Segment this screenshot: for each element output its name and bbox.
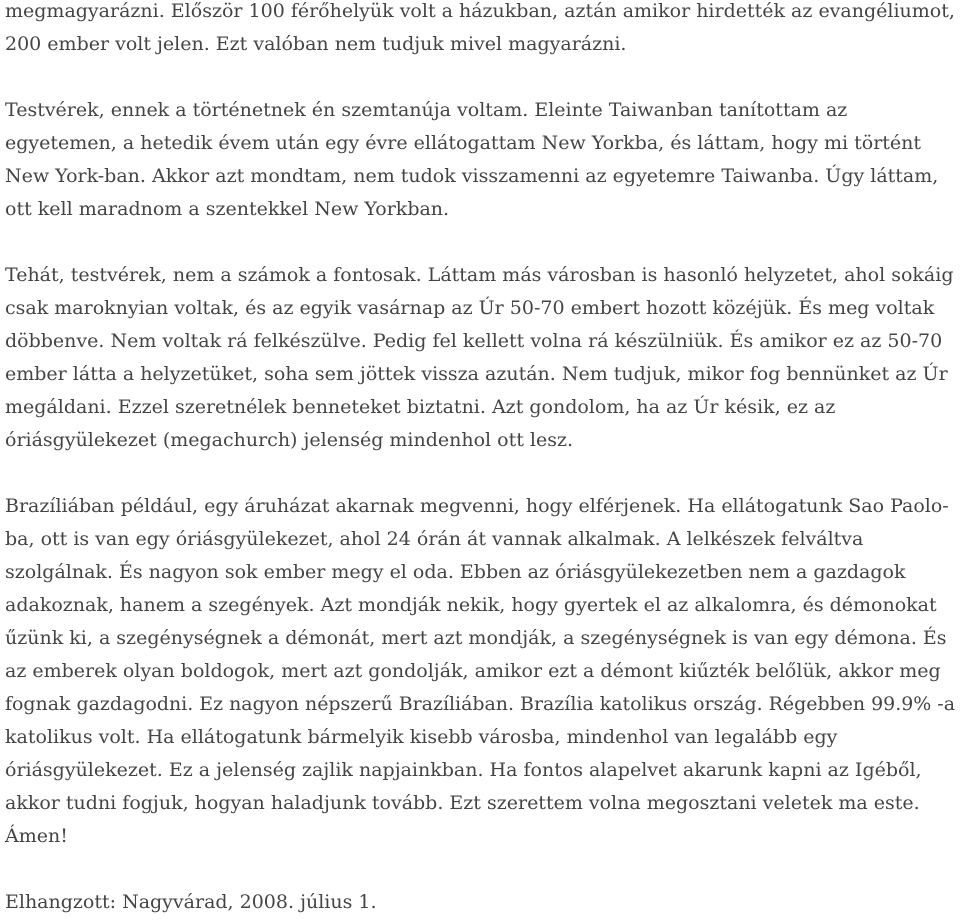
text-line: megmagyarázni. Először 100 férőhelyük volt a házukban, aztán amikor hirdették az evangéliumot, [5,0,955,22]
paragraph-2 [5,94,956,226]
text-line: az emberek olyan boldogok, mert azt gondolják, amikor ezt a démont kiűzték belőlük, akkor meg [5,660,941,682]
text-line: New York-ban. Akkor azt mondtam, nem tudok visszamenni az egyetemre Taiwanba. Úgy láttam, [5,165,939,187]
paragraph-3 [5,259,956,457]
paragraph-1 [5,0,956,61]
text-line: egyetemen, a hetedik évem után egy évre ellátogattam New Yorkba, és láttam, hogy mi történt [5,132,922,154]
paragraph-4 [5,490,956,853]
text-line: fognak gazdagodni. Ez nagyon népszerű Brazíliában. Brazília katolikus ország. Régebben 99.9% -a [5,693,956,715]
text-line: óriásgyülekezet. Ez a jelenség zajlik napjainkban. Ha fontos alapelvet akarunk kapni az Igéből, [5,759,922,781]
text-line: Brazíliában például, egy áruházat akarnak megvenni, hogy elférjenek. Ha ellátogatunk Sao Paolo- [5,495,949,517]
text-line: Tehát, testvérek, nem a számok a fontosak. Láttam más városban is hasonló helyzetet, ahol sokáig [5,264,954,286]
text-line: űzünk ki, a szegénységnek a démonát, mert azt mondják, a szegénységnek is van egy démona. És [5,627,947,649]
text-line: Ámen! [5,825,68,847]
text-line: Testvérek, ennek a történetnek én szemtanúja voltam. Eleinte Taiwanban tanítottam az [5,99,848,121]
text-line: ember látta a helyzetüket, soha sem jöttek vissza azután. Nem tudjuk, mikor fog bennünket az Úr [5,363,948,385]
text-line: döbbenve. Nem voltak rá felkészülve. Pedig fel kellett volna rá készülniük. És amikor ez az 50-70 [5,330,943,352]
text-line: csak maroknyian voltak, és az egyik vasárnap az Úr 50-70 embert hozott közéjük. És meg voltak [5,297,935,319]
text-line: akkor tudni fogjuk, hogyan haladjunk tovább. Ezt szerettem volna megosztani veletek ma este. [5,792,920,814]
text-line: 200 ember volt jelen. Ezt valóban nem tudjuk mivel magyarázni. [5,33,627,55]
text-line: megáldani. Ezzel szeretnélek benneteket biztatni. Azt gondolom, ha az Úr késik, ez az [5,396,836,418]
paragraph-signature [5,886,956,919]
signature-line: Elhangzott: Nagyvárad, 2008. július 1. [5,891,377,913]
text-line: szolgálnak. És nagyon sok ember megy el oda. Ebben az óriásgyülekezetben nem a gazdagok [5,561,906,583]
text-line: adakoznak, hanem a szegények. Azt mondják nekik, hogy gyertek el az alkalomra, és démonokat [5,594,937,616]
text-line: ba, ott is van egy óriásgyülekezet, ahol 24 órán át vannak alkalmak. A lelkészek felváltva [5,528,864,550]
text-line: óriásgyülekezet (megachurch) jelenség mindenhol ott lesz. [5,429,574,451]
text-line: katolikus volt. Ha ellátogatunk bármelyik kisebb városba, mindenhol van legalább egy [5,726,838,748]
text-line: ott kell maradnom a szentekkel New Yorkban. [5,198,450,220]
